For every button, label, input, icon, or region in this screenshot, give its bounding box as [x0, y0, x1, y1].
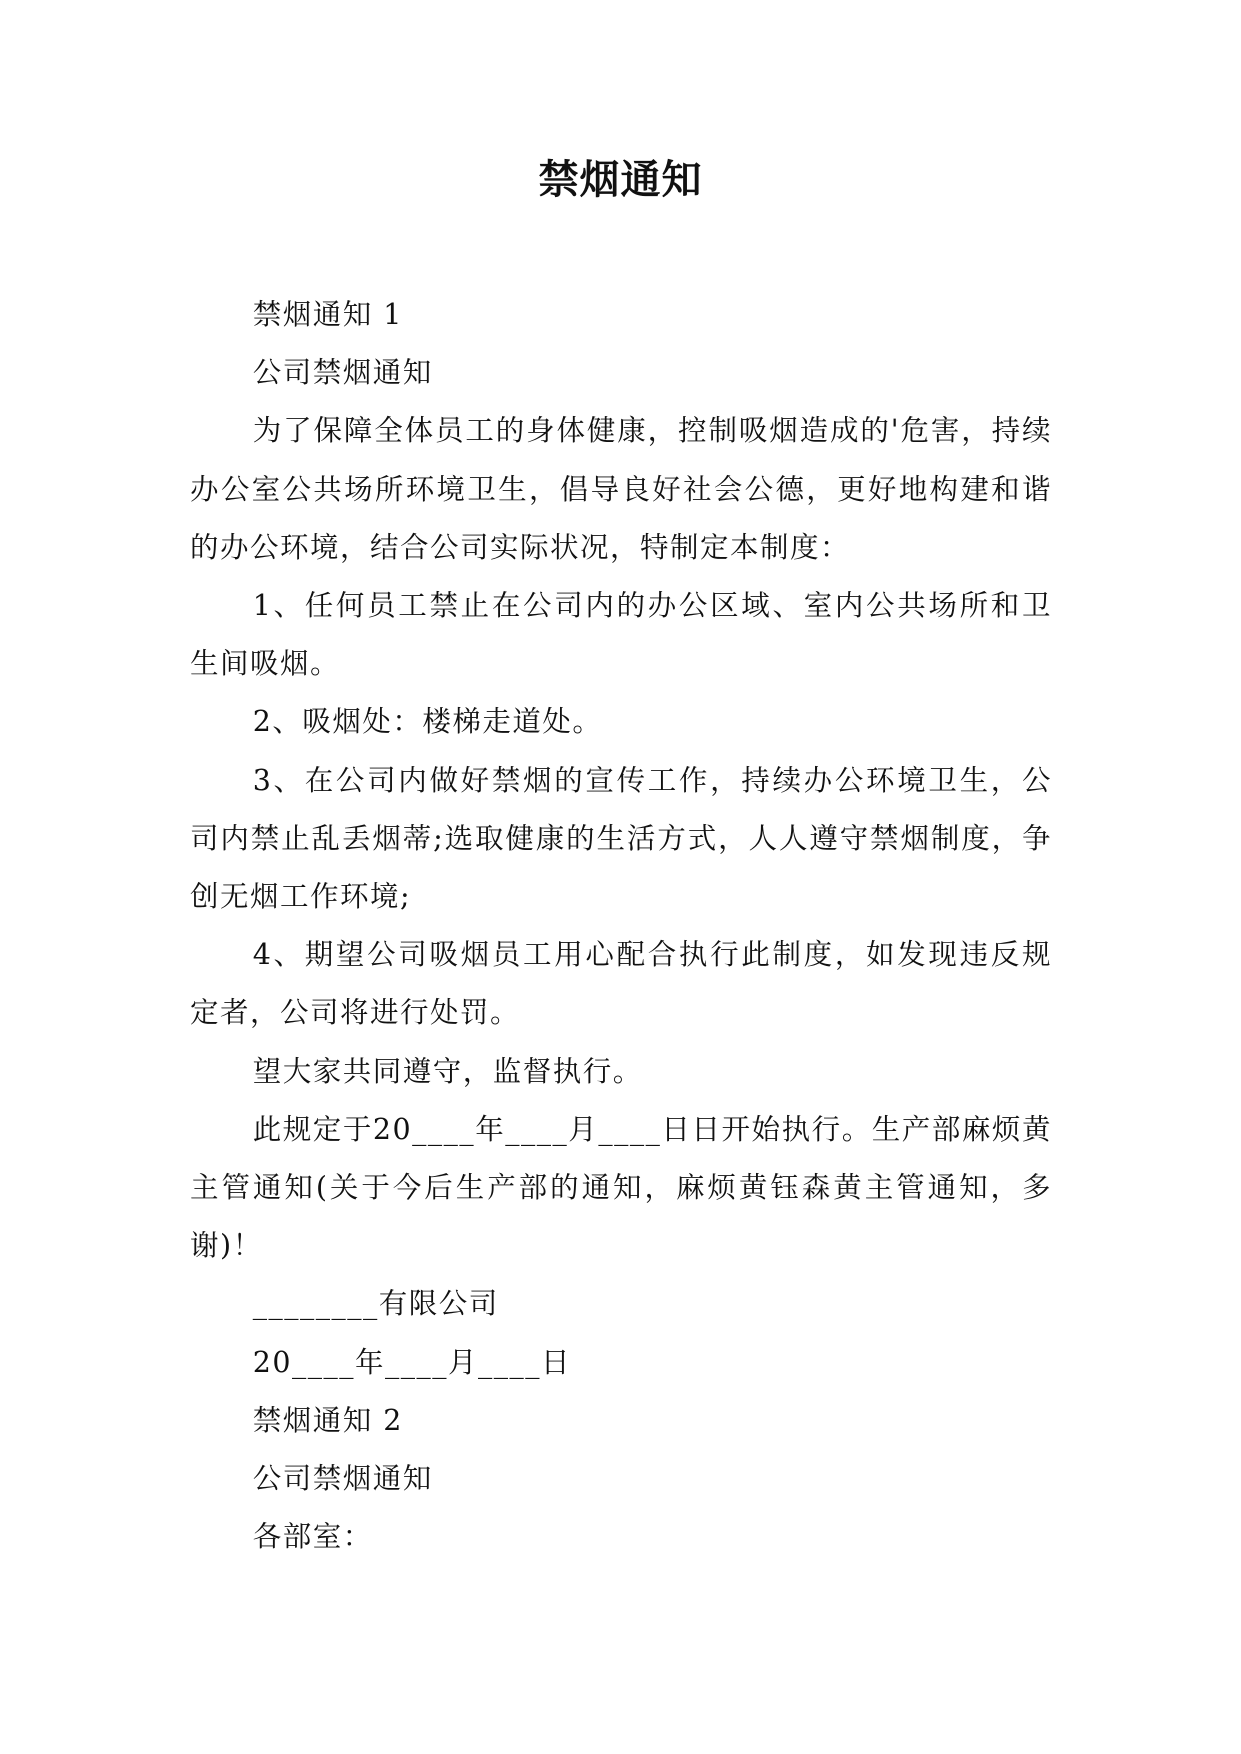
notice-heading: 公司禁烟通知 — [252, 356, 433, 390]
paragraph: 2、吸烟处：楼梯走道处。 — [252, 705, 603, 739]
paragraph: 4、期望公司吸烟员工用心配合执行此制度，如发现违反规定者，公司将进行处罚。 — [190, 938, 1052, 1030]
company-signature: ________有限公司 — [252, 1287, 499, 1321]
section-heading: 禁烟通知 1 — [252, 298, 403, 331]
paragraph: 1、任何员工禁止在公司内的办公区域、室内公共场所和卫生间吸烟。 — [190, 589, 1052, 681]
document-body — [190, 286, 1052, 1566]
section-heading: 禁烟通知 2 — [252, 1403, 403, 1437]
paragraph: 3、在公司内做好禁烟的宣传工作，持续办公环境卫生，公司内禁止乱丢烟蒂;选取健康的生活方式，人人遵守禁烟制度，争创无烟工作环境; — [190, 763, 1052, 914]
paragraph: 此规定于20____年____月____日日开始执行。生产部麻烦黄主管通知(关于今后生产部的通知，麻烦黄钰森黄主管通知，多谢)！ — [190, 1112, 1052, 1263]
date-line: 20____年____月____日 — [252, 1345, 571, 1379]
salutation: 各部室： — [252, 1520, 373, 1554]
page-title: 禁烟通知 — [538, 157, 703, 203]
paragraph: 望大家共同遵守，监督执行。 — [252, 1054, 643, 1088]
notice-heading: 公司禁烟通知 — [252, 1462, 433, 1496]
paragraph: 为了保障全体员工的身体健康，控制吸烟造成的'危害，持续办公室公共场所环境卫生，倡导良好社会公德，更好地构建和谐的办公环境，结合公司实际状况，特制定本制度： — [190, 414, 1052, 564]
